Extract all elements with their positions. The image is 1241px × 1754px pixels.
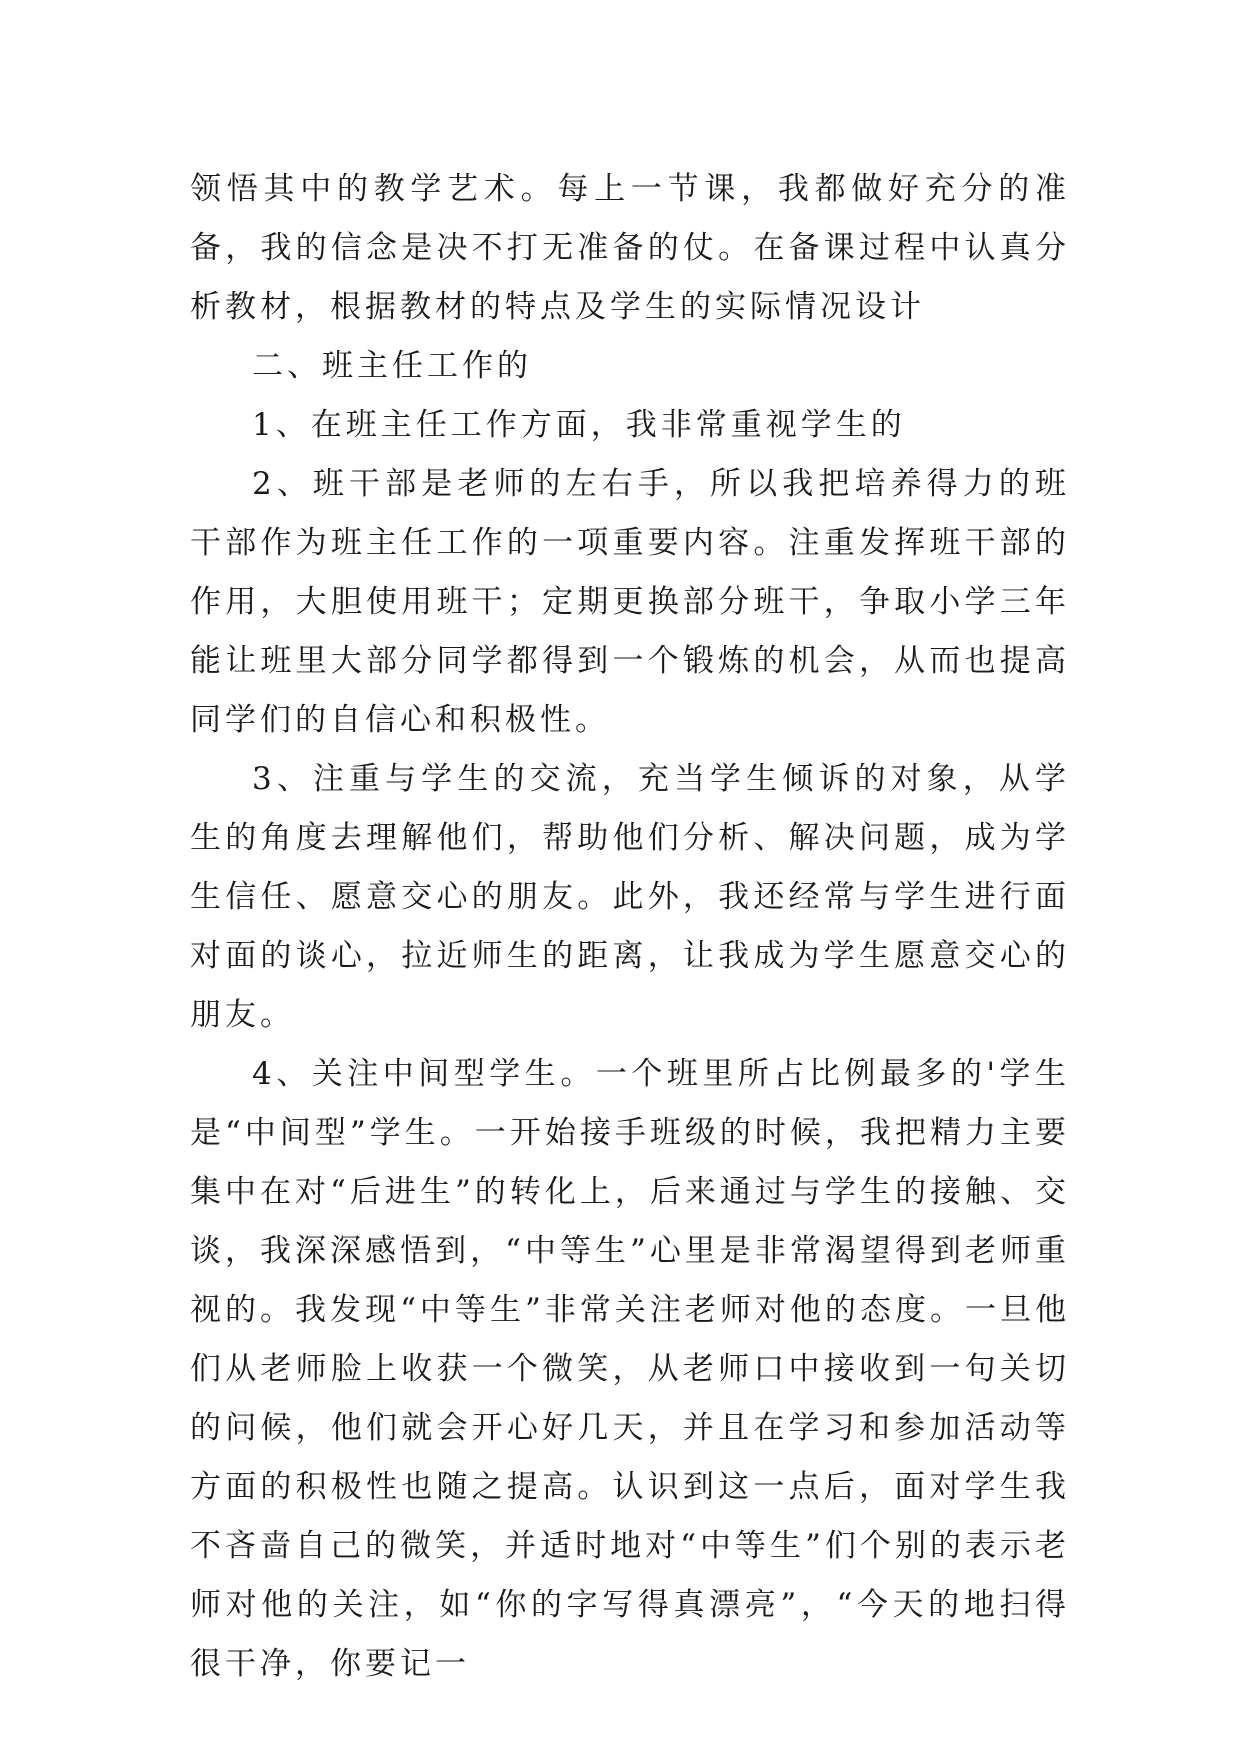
paragraph-item-3: 3、注重与学生的交流，充当学生倾诉的对象，从学生的角度去理解他们，帮助他们分析、解决问题，成为学生信任、愿意交心的朋友。此外，我还经常与学生进行面对面的谈心，拉近师生的距离，让我成为学生愿意交心的朋友。: [190, 761, 1070, 1033]
document-body: [190, 160, 1070, 1694]
paragraph-item-2: 2、班干部是老师的左右手，所以我把培养得力的班干部作为班主任工作的一项重要内容。注重发挥班干部的作用，大胆使用班干；定期更换部分班干，争取小学三年能让班里大部分同学都得到一个锻炼的机会，从而也提高同学们的自信心和积极性。: [190, 466, 1070, 738]
section-heading-class-teacher: 二、班主任工作的: [252, 348, 532, 384]
paragraph-continuation: 领悟其中的教学艺术。每上一节课，我都做好充分的准备，我的信念是决不打无准备的仗。在备课过程中认真分析教材，根据教材的特点及学生的实际情况设计: [190, 171, 1070, 325]
paragraph-item-4: 4、关注中间型学生。一个班里所占比例最多的'学生是“中间型”学生。一开始接手班级的时候，我把精力主要集中在对“后进生”的转化上，后来通过与学生的接触、交谈，我深深感悟到，“中等生”心里是非常渴望得到老师重视的。我发现“中等生”非常关注老师对他的态度。一旦他们从老师脸上收获一个微笑，从老师口中接收到一句关切的问候，他们就会开心好几天，并且在学习和参加活动等方面的积极性也随之提高。认识到这一点后，面对学生我不吝啬自己的微笑，并适时地对“中等生”们个别的表示老师对他的关注，如“你的字写得真漂亮”，“今天的地扫得很干净，你要记一: [190, 1056, 1070, 1682]
paragraph-item-1: 1、在班主任工作方面，我非常重视学生的: [252, 407, 906, 443]
